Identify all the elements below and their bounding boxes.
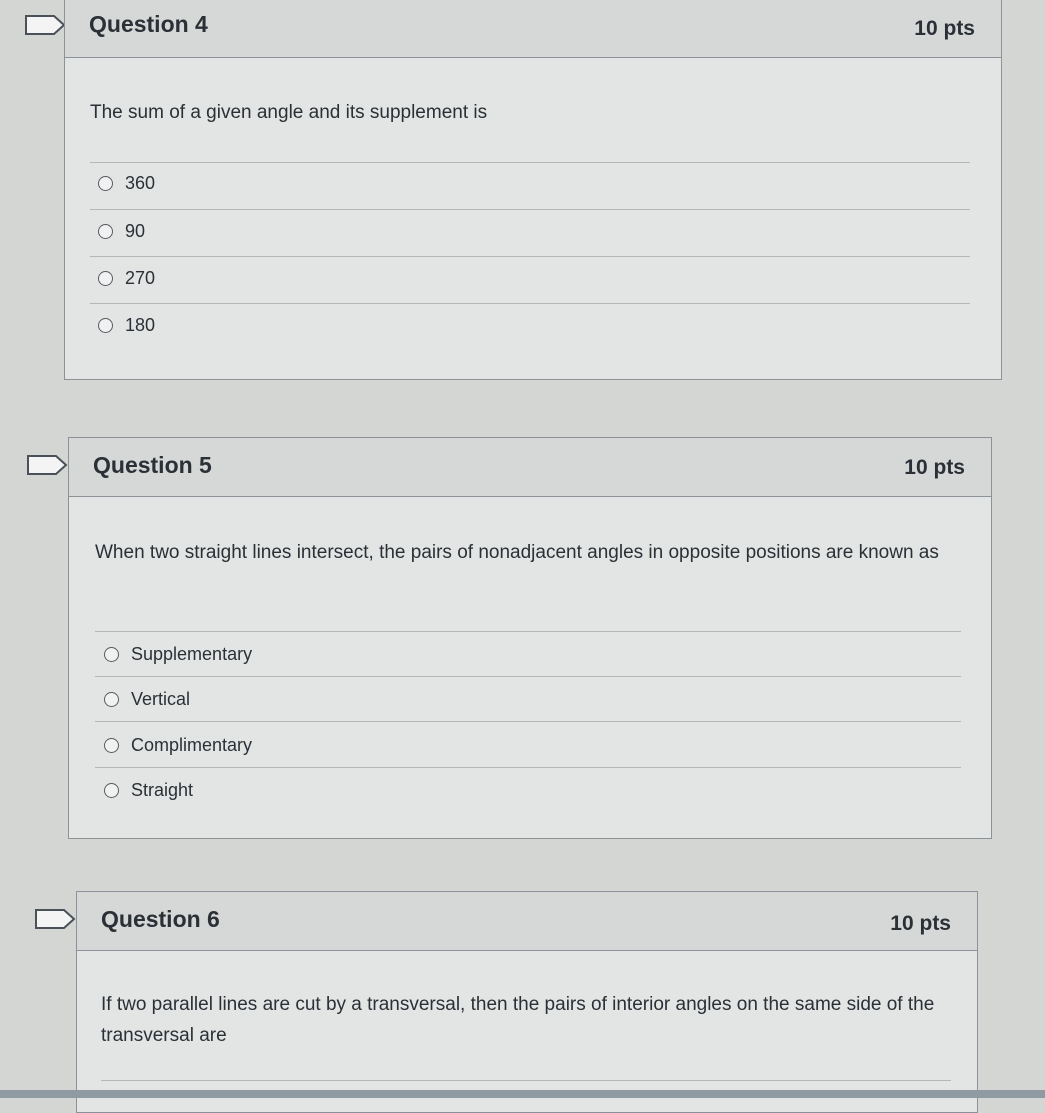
question-header <box>77 892 977 951</box>
answer-label: Complimentary <box>131 734 253 755</box>
answer-label: 360 <box>125 172 156 193</box>
answer-divider <box>101 1080 951 1081</box>
answer-label: Supplementary <box>131 643 253 664</box>
question-title: Question 4 <box>89 11 208 37</box>
answer-label: Vertical <box>131 688 191 709</box>
question-points: 10 pts <box>914 17 975 40</box>
answer-label: 90 <box>125 220 146 241</box>
answer-label: 180 <box>125 314 156 335</box>
answer-label: Straight <box>131 779 194 800</box>
question-text: When two straight lines intersect, the pairs of nonadjacent angles in opposite positions are known as <box>95 542 939 563</box>
question-card <box>76 891 978 1113</box>
question-text: The sum of a given angle and its supplement is <box>90 102 488 123</box>
question-title: Question 6 <box>101 906 220 932</box>
question-text: If two parallel lines are cut by a transversal, then the pairs of interior angles on the same side of the transversal are <box>101 994 935 1046</box>
flag-question-icon[interactable] <box>34 908 76 930</box>
answer-label: 270 <box>125 267 156 288</box>
question-points: 10 pts <box>890 912 951 935</box>
question-points: 10 pts <box>904 456 965 479</box>
bottom-edge <box>0 1090 1045 1098</box>
question-title: Question 5 <box>93 452 212 478</box>
